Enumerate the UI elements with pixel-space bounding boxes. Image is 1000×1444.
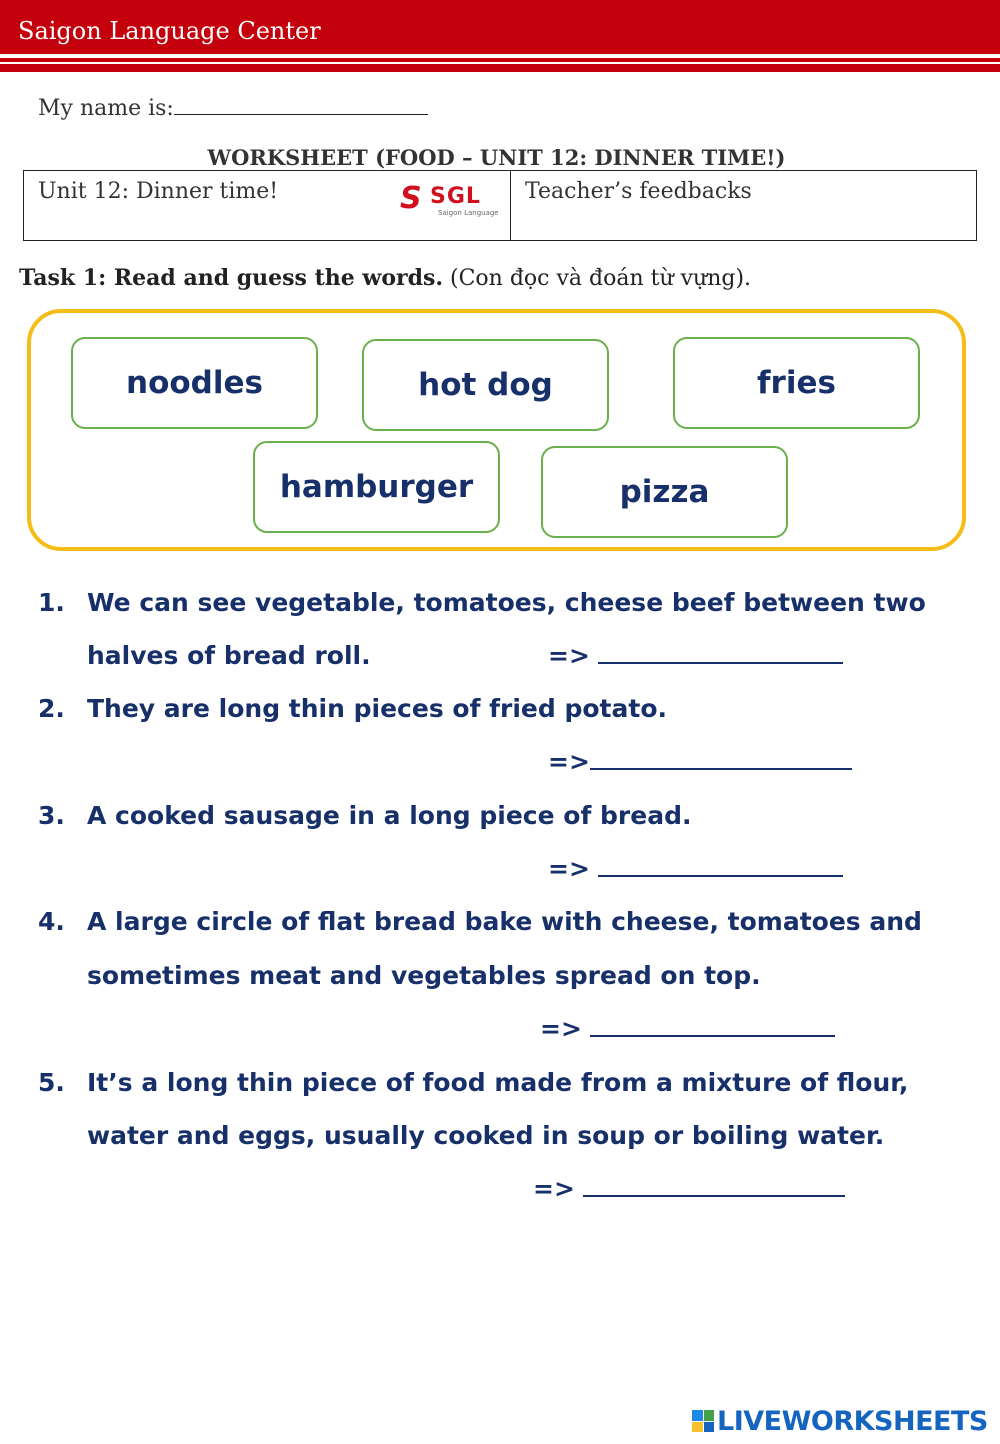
answer-field[interactable]	[548, 854, 843, 883]
task-title: Task 1: Read and guess the words.	[19, 265, 444, 291]
feedback-label: Teacher’s feedbacks	[525, 179, 752, 204]
question-text: They are long thin pieces of fried potato.	[87, 694, 668, 723]
liveworksheets-icon	[692, 1410, 714, 1432]
word-card[interactable]: pizza	[541, 446, 788, 538]
word-card[interactable]: fries	[673, 337, 920, 429]
name-blank[interactable]	[174, 95, 428, 115]
name-field	[38, 95, 428, 121]
answer-arrow: =>	[533, 1174, 575, 1203]
task-instruction	[19, 265, 751, 291]
question-text: water and eggs, usually cooked in soup or boiling water.	[87, 1121, 885, 1150]
unit-cell	[24, 171, 511, 240]
worksheet-title: WORKSHEET (FOOD – UNIT 12: DINNER TIME!)	[207, 145, 786, 170]
sgl-logo	[400, 183, 500, 219]
sgl-logo-subtitle: Saigon Language	[438, 209, 499, 217]
question-text: sometimes meat and vegetables spread on top.	[87, 961, 761, 990]
name-label: My name is:	[38, 96, 174, 121]
answer-arrow: =>	[548, 641, 590, 670]
answer-field[interactable]	[533, 1174, 845, 1203]
question-text: We can see vegetable, tomatoes, cheese beef between two	[87, 588, 926, 617]
feedback-cell	[511, 171, 976, 240]
answer-blank[interactable]	[598, 642, 843, 664]
answer-blank[interactable]	[598, 855, 843, 877]
question-number: 3.	[38, 801, 65, 830]
header-title: Saigon Language Center	[18, 17, 321, 45]
question-number: 4.	[38, 907, 65, 936]
header-divider	[0, 58, 1000, 72]
info-table	[23, 170, 977, 241]
question-text: It’s a long thin piece of food made from a mixture of flour,	[87, 1068, 909, 1097]
header-bar	[0, 0, 1000, 54]
task-translation: (Con đọc và đoán từ vựng).	[443, 266, 752, 291]
question-number: 5.	[38, 1068, 65, 1097]
question-number: 1.	[38, 588, 65, 617]
question-text: A large circle of flat bread bake with cheese, tomatoes and	[87, 907, 922, 936]
question-text: halves of bread roll.	[87, 641, 371, 670]
sgl-logo-text: SGL	[430, 184, 481, 209]
answer-field[interactable]	[548, 747, 852, 776]
liveworksheets-brand: LIVEWORKSHEETS	[717, 1405, 988, 1437]
word-card[interactable]: hamburger	[253, 441, 500, 533]
answer-blank[interactable]	[590, 1015, 835, 1037]
answer-blank[interactable]	[583, 1175, 845, 1197]
liveworksheets-logo[interactable]	[692, 1404, 988, 1438]
question-text: A cooked sausage in a long piece of bread.	[87, 801, 692, 830]
question-number: 2.	[38, 694, 65, 723]
word-card[interactable]: noodles	[71, 337, 318, 429]
unit-label: Unit 12: Dinner time!	[38, 179, 279, 204]
answer-field[interactable]	[540, 1014, 835, 1043]
answer-arrow: =>	[540, 1014, 582, 1043]
answer-field[interactable]	[548, 641, 843, 670]
sgl-logo-mark: S	[400, 181, 422, 216]
answer-arrow: =>	[548, 854, 590, 883]
answer-arrow: =>	[548, 747, 590, 776]
word-card[interactable]: hot dog	[362, 339, 609, 431]
answer-blank[interactable]	[590, 748, 852, 770]
